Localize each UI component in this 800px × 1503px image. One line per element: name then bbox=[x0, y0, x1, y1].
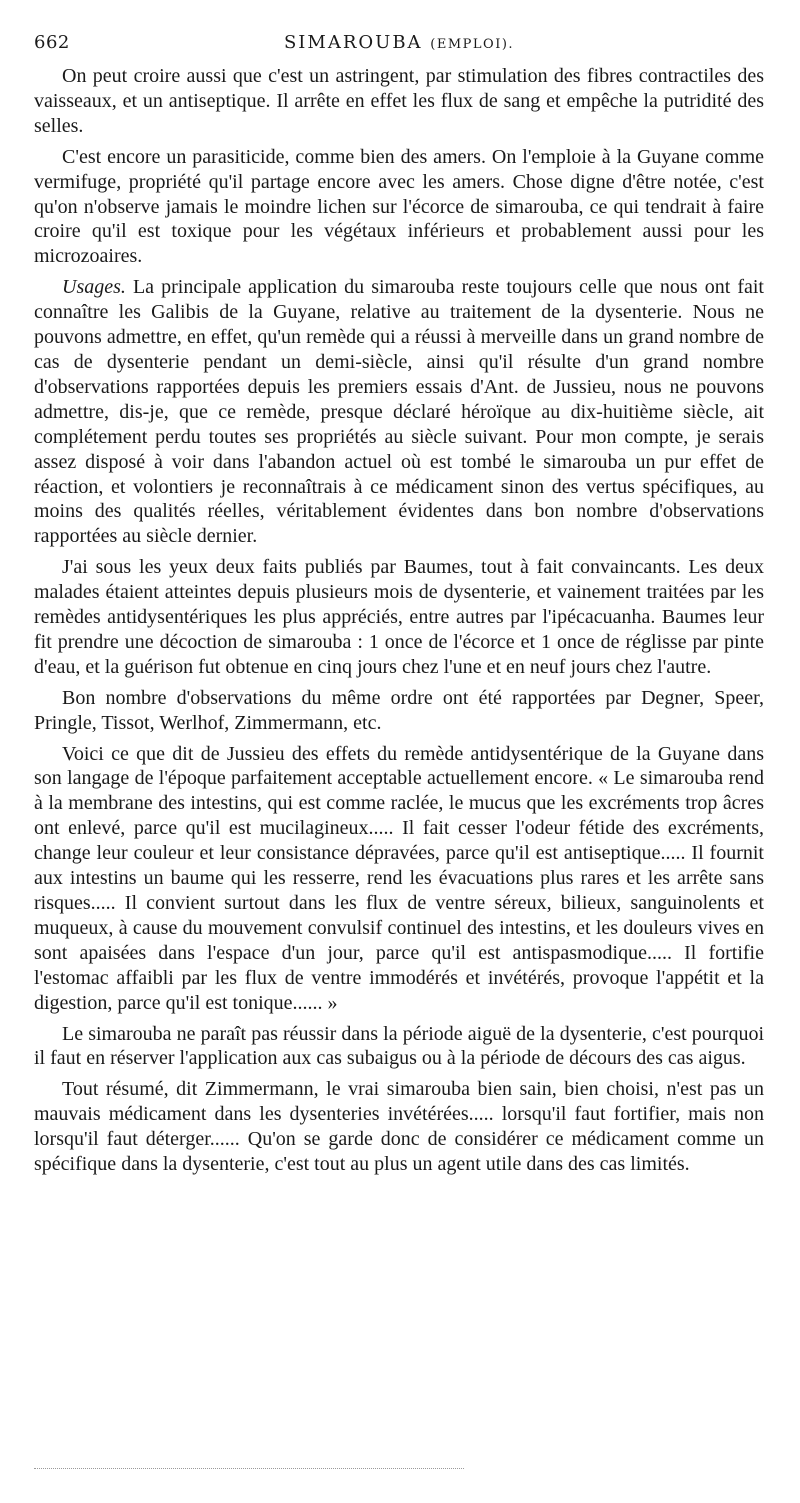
paragraph-4 bbox=[34, 555, 764, 680]
paragraph-text: Le simarouba ne paraît pas réussir dans la période aiguë de la dysenterie, c'est pourquoi il faut en réserver l'application aux cas subaigus ou à la période de décours des cas aigus. bbox=[34, 1022, 764, 1070]
running-head bbox=[34, 28, 764, 64]
paragraph-8 bbox=[34, 1077, 764, 1177]
paragraph-text: Voici ce que dit de Jussieu des effets du remède antidysentérique de la Guyane dans son langage de l'époque parfaitement acceptable actuellement encore. « Le simarouba rend à la membrane des intestins, qui est comme raclée, le mucus que les excréments trop âcres ont enlevé, parce qu'il est mucilagineux..... Il fait cesser l'odeur fétide des excréments, change leur couleur et leur consistance dépravées, parce qu'il est antiseptique..... Il fournit aux intestins un baume qui les resserre, rend les évacuations plus rares et les arrête sans risques..... Il convient surtout dans les flux de ventre séreux, bilieux, sanguinolents et muqueux, à cause du mouvement convulsif continuel des intestins, et les douleurs vives en sont apaisées dans l'espace d'un jour, parce qu'il est antispasmodique..... Il fortifie l'estomac affaibli par les flux de ventre immodérés et invétérés, provoque l'appétit et la digestion, parce qu'il est tonique...... » bbox=[34, 742, 764, 1014]
paragraph-text: Bon nombre d'observations du même ordre ont été rapportées par Degner, Speer, Pringle, Tissot, Werlhof, Zimmermann, etc. bbox=[34, 686, 764, 734]
paragraph-text: Tout résumé, dit Zimmermann, le vrai simarouba bien sain, bien choisi, n'est pas un mauvais médicament dans les dysenteries invétérées..... lorsqu'il faut fortifier, mais non lorsqu'il faut déterger...... Qu'on se garde donc de considérer ce médicament comme un spécifique dans la dysenterie, c'est tout au plus un agent utile dans des cas limités. bbox=[34, 1078, 764, 1176]
page-number: 662 bbox=[34, 32, 70, 53]
paragraph-2 bbox=[34, 145, 764, 270]
paragraph-text: J'ai sous les yeux deux faits publiés par Baumes, tout à fait convaincants. Les deux malades étaient atteintes depuis plusieurs mois de dysenterie, et vainement traitées par les remèdes antidysentériques les plus appréciés, entre autres par l'ipécacuanha. Baumes leur fit prendre une décoction de simarouba : 1 once de l'écorce et 1 once de réglisse par pinte d'eau, et la guérison fut obtenue en cinq jours chez l'une et en neuf jours chez l'autre. bbox=[34, 556, 764, 678]
paragraph-5 bbox=[34, 686, 764, 736]
paragraph-7 bbox=[34, 1022, 764, 1072]
section-lead-usages: Usages. bbox=[62, 276, 126, 299]
body-text bbox=[34, 64, 764, 1177]
footer-rule bbox=[34, 1468, 464, 1469]
paragraph-3 bbox=[34, 275, 764, 549]
paragraph-text: La principale application du simarouba reste toujours celle que nous ont fait connaître les Galibis de la Guyane, relative au traitement de la dysenterie. Nous ne pouvons admettre, en effet, qu'un remède qui a réussi à merveille dans un grand nombre de cas de dysenterie pendant un demi-siècle, ainsi qu'il résulte d'un grand nombre d'observations rapportées depuis les premiers essais d'Ant. de Jussieu, nous ne pouvons admettre, dis-je, que ce remède, presque déclaré héroïque au dix-huitième siècle, ait complétement perdu toutes ses propriétés au siècle suivant. Pour mon compte, je serais assez disposé à voir dans l'abandon actuel où est tombé le simarouba un pur effet de réaction, et volontiers je reconnaîtrais à ce médicament sinon des vertus spécifiques, au moins des qualités réelles, véritablement évidentes dans bon nombre d'observations rapportées au siècle dernier. bbox=[34, 276, 764, 548]
paragraph-text: On peut croire aussi que c'est un astringent, par stimulation des fibres contractiles des vaisseaux, et un antiseptique. Il arrête en effet les flux de sang et empêche la putridité des selles. bbox=[34, 65, 764, 137]
running-title bbox=[34, 32, 764, 53]
paragraph-1 bbox=[34, 64, 764, 139]
running-title-main: SIMAROUBA bbox=[283, 32, 423, 53]
paragraph-6 bbox=[34, 742, 764, 1016]
running-title-subtitle: (EMPLOI). bbox=[430, 37, 515, 52]
paragraph-text: C'est encore un parasiticide, comme bien des amers. On l'emploie à la Guyane comme vermifuge, propriété qu'il partage encore avec les amers. Chose digne d'être notée, c'est qu'on n'observe jamais le moindre lichen sur l'écorce de simarouba, ce qui tendrait à faire croire qu'il est toxique pour les végétaux inférieurs et probablement aussi pour les microzoaires. bbox=[34, 145, 764, 268]
